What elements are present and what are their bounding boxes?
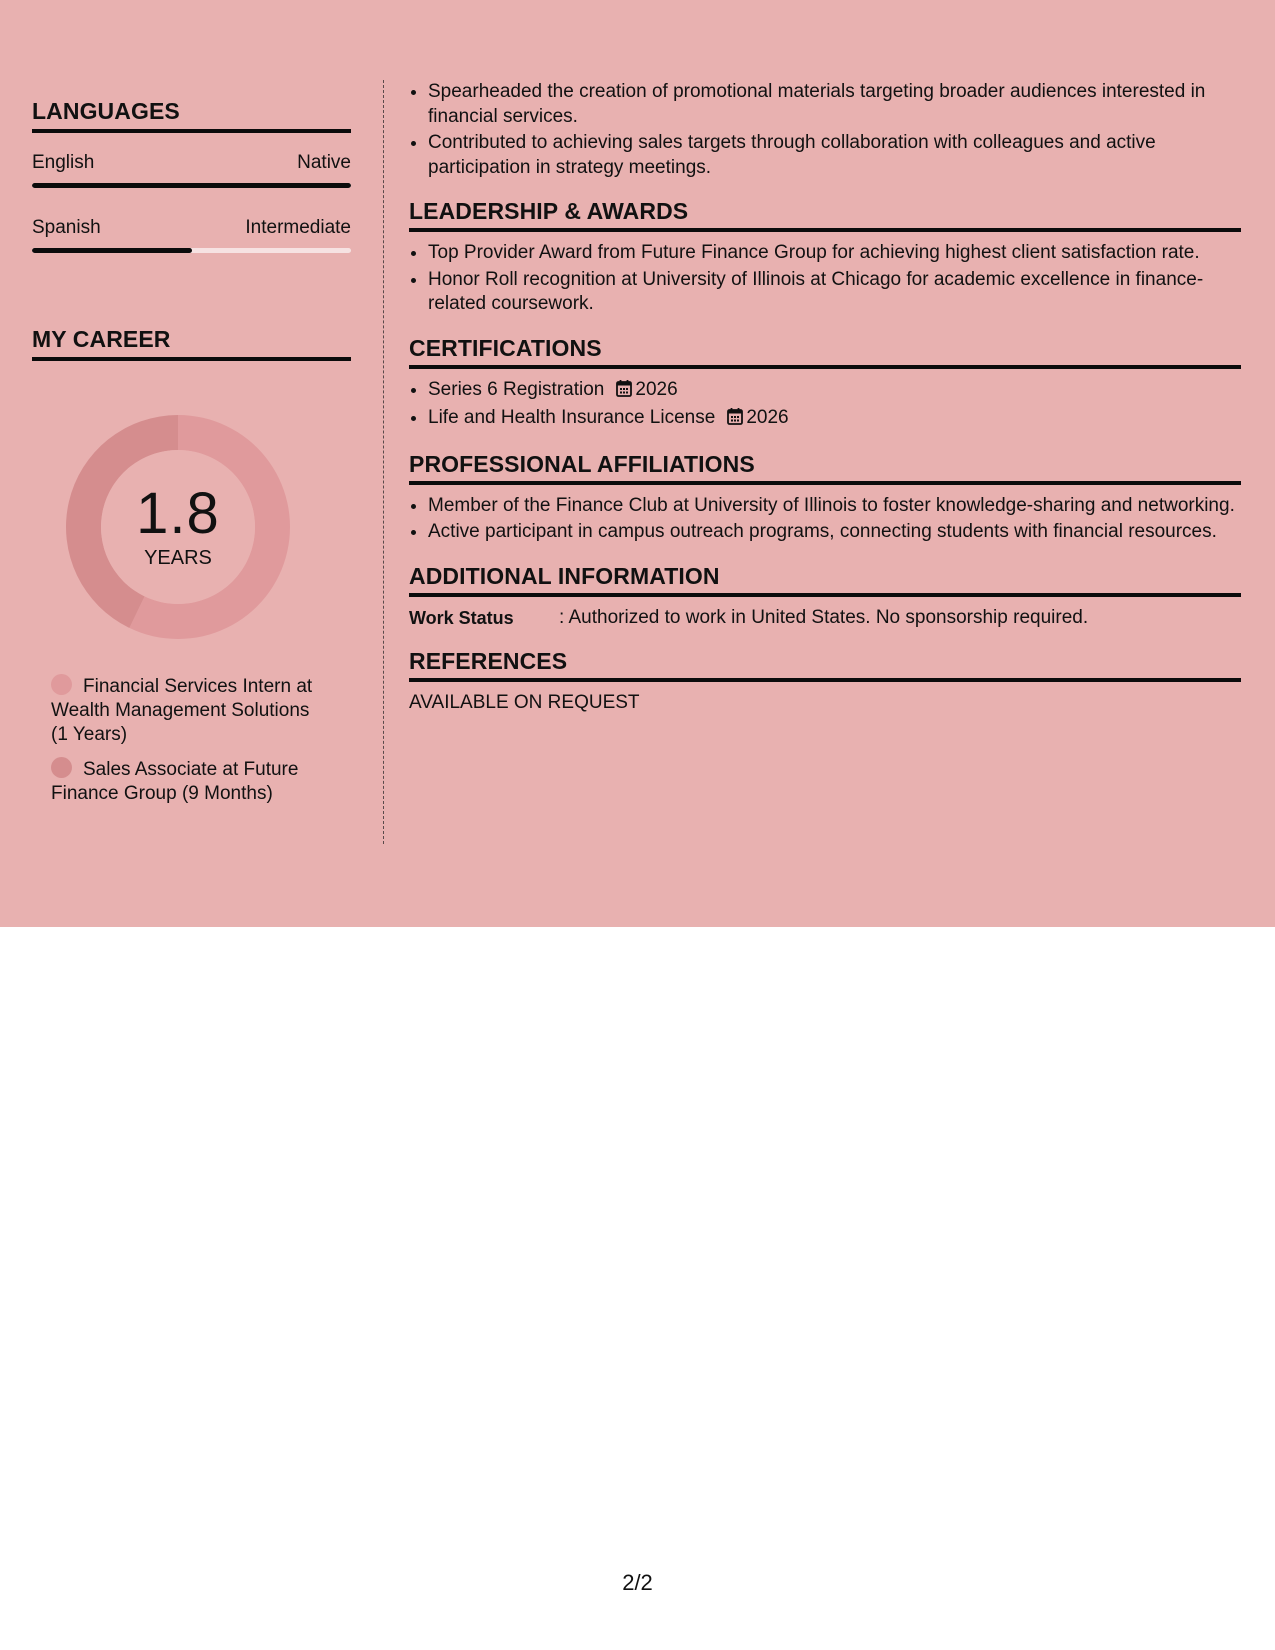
calendar-icon — [727, 407, 743, 433]
list-item: • Contributed to achieving sales targets through collaboration with colleagues and active participation in strategy meetings. — [428, 131, 1241, 180]
page-number: 2/2 — [622, 1570, 653, 1595]
work-status-label: Work Status — [409, 607, 514, 628]
certifications-list — [409, 378, 1241, 433]
certifications-heading: CERTIFICATIONS — [409, 334, 1241, 369]
leadership-heading: LEADERSHIP & AWARDS — [409, 197, 1241, 232]
column-divider — [383, 80, 384, 844]
career-legend — [51, 674, 321, 816]
language-row — [32, 216, 351, 240]
list-item — [428, 406, 1241, 433]
language-level: Native — [297, 152, 351, 173]
list-item: • Honor Roll recognition at University of Illinois at Chicago for academic excellence in finance-related coursework. — [428, 268, 1241, 317]
certification-name: Life and Health Insurance License — [428, 407, 716, 428]
language-bar — [32, 183, 351, 188]
legend-dot — [51, 674, 72, 695]
sidebar — [32, 80, 351, 804]
certification-year: 2026 — [635, 378, 678, 400]
career-total-years: 1.8 — [136, 481, 220, 546]
donut-center — [66, 415, 290, 639]
legend-item — [51, 757, 321, 806]
affiliations-heading: PROFESSIONAL AFFILIATIONS — [409, 450, 1241, 485]
career-heading: MY CAREER — [32, 325, 351, 361]
main-content — [409, 80, 1241, 715]
leadership-list — [409, 241, 1241, 317]
career-total-unit: YEARS — [144, 547, 212, 569]
language-name: Spanish — [32, 217, 101, 238]
certification-name: Series 6 Registration — [428, 378, 605, 400]
list-item: • Top Provider Award from Future Finance Group for achieving highest client satisfaction rate. — [428, 241, 1241, 266]
legend-label: Sales Associate at Future Finance Group (9 Months) — [51, 759, 299, 804]
affiliations-list — [409, 494, 1241, 545]
career-donut-chart — [66, 415, 290, 639]
language-bar-fill — [32, 248, 192, 253]
work-status-row — [409, 606, 1241, 630]
legend-item — [51, 674, 321, 747]
language-row — [32, 151, 351, 175]
list-item: • Spearheaded the creation of promotional materials targeting broader audiences interested in financial services. — [428, 80, 1241, 129]
work-status-value: : Authorized to work in United States. No sponsorship required. — [559, 606, 1089, 628]
list-item: • Active participant in campus outreach programs, connecting students with financial resources. — [428, 520, 1241, 545]
language-bar-fill — [32, 183, 351, 188]
additional-info-heading: ADDITIONAL INFORMATION — [409, 562, 1241, 597]
language-name: English — [32, 152, 95, 173]
references-text: AVAILABLE ON REQUEST — [409, 691, 640, 713]
list-item: • Member of the Finance Club at University of Illinois to foster knowledge-sharing and networking. — [428, 494, 1241, 519]
languages-heading: LANGUAGES — [32, 97, 351, 133]
experience-list — [409, 80, 1241, 180]
language-level: Intermediate — [245, 217, 351, 238]
language-bar — [32, 248, 351, 253]
calendar-icon — [616, 379, 632, 405]
list-item — [428, 378, 1241, 405]
references-heading: REFERENCES — [409, 647, 1241, 682]
legend-dot — [51, 757, 72, 778]
certification-year: 2026 — [746, 407, 789, 428]
legend-label: Financial Services Intern at Wealth Management Solutions (1 Years) — [51, 676, 313, 745]
